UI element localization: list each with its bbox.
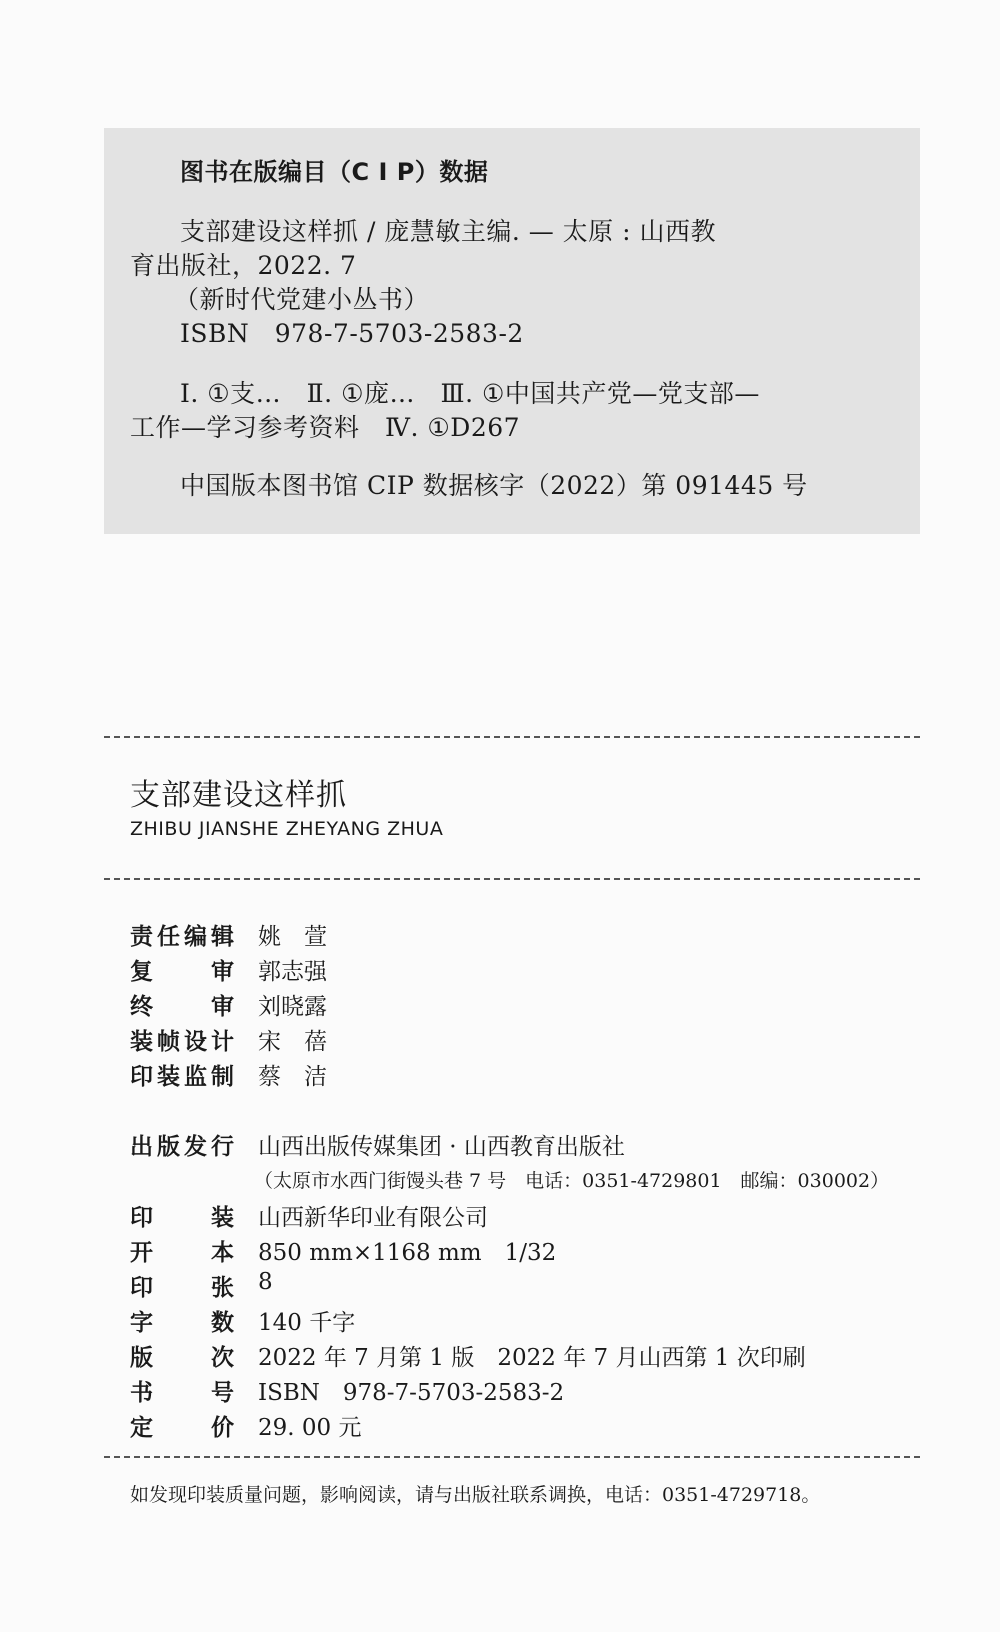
pub-value: 29. 00 元 [258,1415,362,1441]
pub-label: 印 装 [130,1205,234,1231]
pub-label: 字 数 [130,1310,234,1336]
pub-label: 定 价 [130,1415,234,1441]
staff-value: 姚 萱 [258,924,327,950]
cip-isbn: ISBN 978-7-5703-2583-2 [180,319,524,348]
staff-value: 刘晓露 [258,994,327,1020]
staff-label: 装 帧 设 计 [130,1029,234,1055]
pub-label: 书 号 [130,1380,234,1406]
pub-label: 开 本 [130,1240,234,1266]
dashed-divider [104,1456,920,1458]
book-title-pinyin: ZHIBU JIANSHE ZHEYANG ZHUA [130,818,444,840]
pub-value: 山西出版传媒集团 · 山西教育出版社 [258,1134,625,1160]
cip-heading: 图书在版编目（C I P）数据 [180,158,489,186]
cip-line: 支部建设这样抓 / 庞慧敏主编. — 太原 : 山西教 [180,217,716,246]
dashed-divider [104,736,920,738]
pub-label: 印 张 [130,1275,234,1301]
cip-line: （新时代党建小丛书） [174,285,430,314]
pub-value: 2022 年 7 月第 1 版 2022 年 7 月山西第 1 次印刷 [258,1345,806,1371]
staff-value: 郭志强 [258,959,327,985]
cip-line: Ⅰ. ①支… Ⅱ. ①庞… Ⅲ. ①中国共产党—党支部— [180,379,760,408]
pub-label: 出 版 发 行 [130,1134,234,1160]
pub-value: 山西新华印业有限公司 [258,1205,488,1231]
pub-value: 8 [258,1269,273,1295]
pub-value: ISBN 978-7-5703-2583-2 [258,1380,565,1406]
cip-line: 育出版社，2022. 7 [130,251,357,280]
staff-label: 责 任 编 辑 [130,924,234,950]
pub-label: 版 次 [130,1345,234,1371]
staff-label: 复 审 [130,959,234,985]
book-title: 支部建设这样抓 [130,778,347,813]
cip-record-number: 中国版本图书馆 CIP 数据核字（2022）第 091445 号 [180,471,808,500]
pub-value: 850 mm×1168 mm 1/32 [258,1240,557,1266]
staff-label: 终 审 [130,994,234,1020]
pub-value: 140 千字 [258,1310,356,1336]
cip-line: 工作—学习参考资料 Ⅳ. ①D267 [130,413,521,442]
staff-value: 宋 蓓 [258,1029,327,1055]
staff-value: 蔡 洁 [258,1064,327,1090]
quality-notice: 如发现印装质量问题，影响阅读，请与出版社联系调换，电话：0351-4729718。 [130,1484,821,1506]
dashed-divider [104,878,920,880]
cip-data-box [104,128,920,534]
staff-label: 印 装 监 制 [130,1064,234,1090]
publisher-address: （太原市水西门街馒头巷 7 号 电话：0351-4729801 邮编：030002） [254,1170,890,1192]
